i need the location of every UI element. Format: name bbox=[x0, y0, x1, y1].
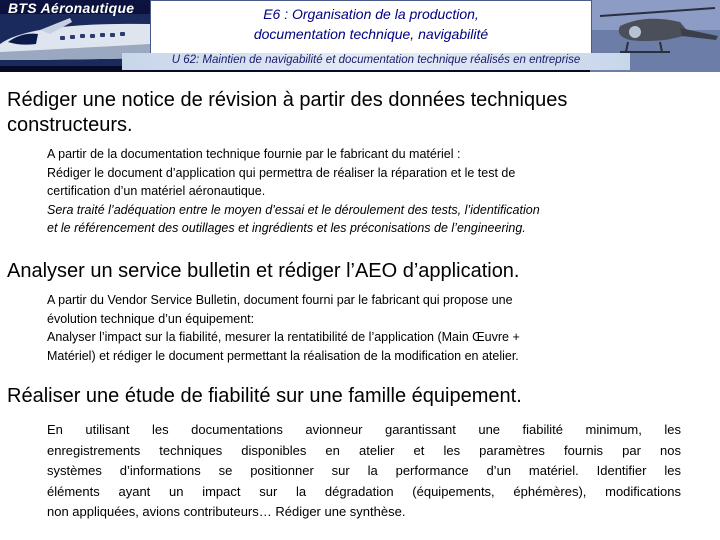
header-banner bbox=[0, 0, 720, 72]
paragraph-line: Rédiger le document d’application qui permettra de réaliser la réparation et le test de bbox=[47, 165, 516, 180]
section-2-heading bbox=[7, 259, 520, 284]
section-1-heading bbox=[7, 88, 567, 138]
paragraph-line: Sera traité l’adéquation entre le moyen d’essai et le déroulement des tests, l’identification bbox=[47, 202, 540, 217]
subtitle-text: U 62: Maintien de navigabilité et documentation technique réalisés en entreprise bbox=[171, 54, 581, 66]
section-3-paragraph bbox=[47, 420, 687, 523]
heading-line: Réaliser une étude de fiabilité sur une famille équipement. bbox=[7, 385, 522, 407]
paragraph-line: A partir de la documentation technique fournie par le fabricant du matériel : bbox=[47, 147, 461, 161]
paragraph-line: évolution technique d’un équipement: bbox=[47, 311, 255, 326]
paragraph-line: éléments ayant un impact sur la dégradation (équipements, éphémères), modifications bbox=[47, 483, 681, 499]
brand-label: BTS Aéronautique bbox=[8, 0, 135, 16]
subtitle-box bbox=[122, 53, 630, 70]
heading-line: constructeurs. bbox=[7, 114, 133, 136]
section-1-paragraph bbox=[47, 145, 687, 238]
paragraph-line: enregistrements techniques disponibles en atelier et les paramètres fournis par nos bbox=[47, 442, 681, 458]
section-2-paragraph bbox=[47, 291, 687, 365]
heading-line: Rédiger une notice de révision à partir des données techniques bbox=[7, 89, 568, 111]
paragraph-line: et le référencement des outillages et ingrédients et les préconisations de l’engineering. bbox=[47, 221, 526, 235]
paragraph-line: certification d’un matériel aéronautique. bbox=[47, 184, 266, 198]
title-line-1: E6 : Organisation de la production, bbox=[263, 6, 479, 22]
title-box bbox=[150, 0, 592, 54]
paragraph-line: A partir du Vendor Service Bulletin, document fourni par le fabricant qui propose une bbox=[47, 293, 513, 307]
paragraph-line: Analyser l’impact sur la fiabilité, mesurer la rentatibilité de l’application (Main Œuvre + bbox=[47, 330, 520, 344]
paragraph-line: systèmes d’informations se positionner sur la performance d’un matériel. Identifier les bbox=[47, 463, 681, 478]
paragraph-line: En utilisant les documentations avionneur garantissant une fiabilité minimum, les bbox=[47, 422, 681, 437]
title-line-2: documentation technique, navigabilité bbox=[253, 26, 489, 42]
paragraph-line: non appliquées, avions contributeurs… Rédiger une synthèse. bbox=[47, 504, 406, 519]
heading-line: Analyser un service bulletin et rédiger l’AEO d’application. bbox=[7, 260, 520, 282]
section-3-heading bbox=[7, 384, 522, 409]
paragraph-line: Matériel) et rédiger le document permettant la réalisation de la modification en atelier. bbox=[47, 348, 519, 363]
